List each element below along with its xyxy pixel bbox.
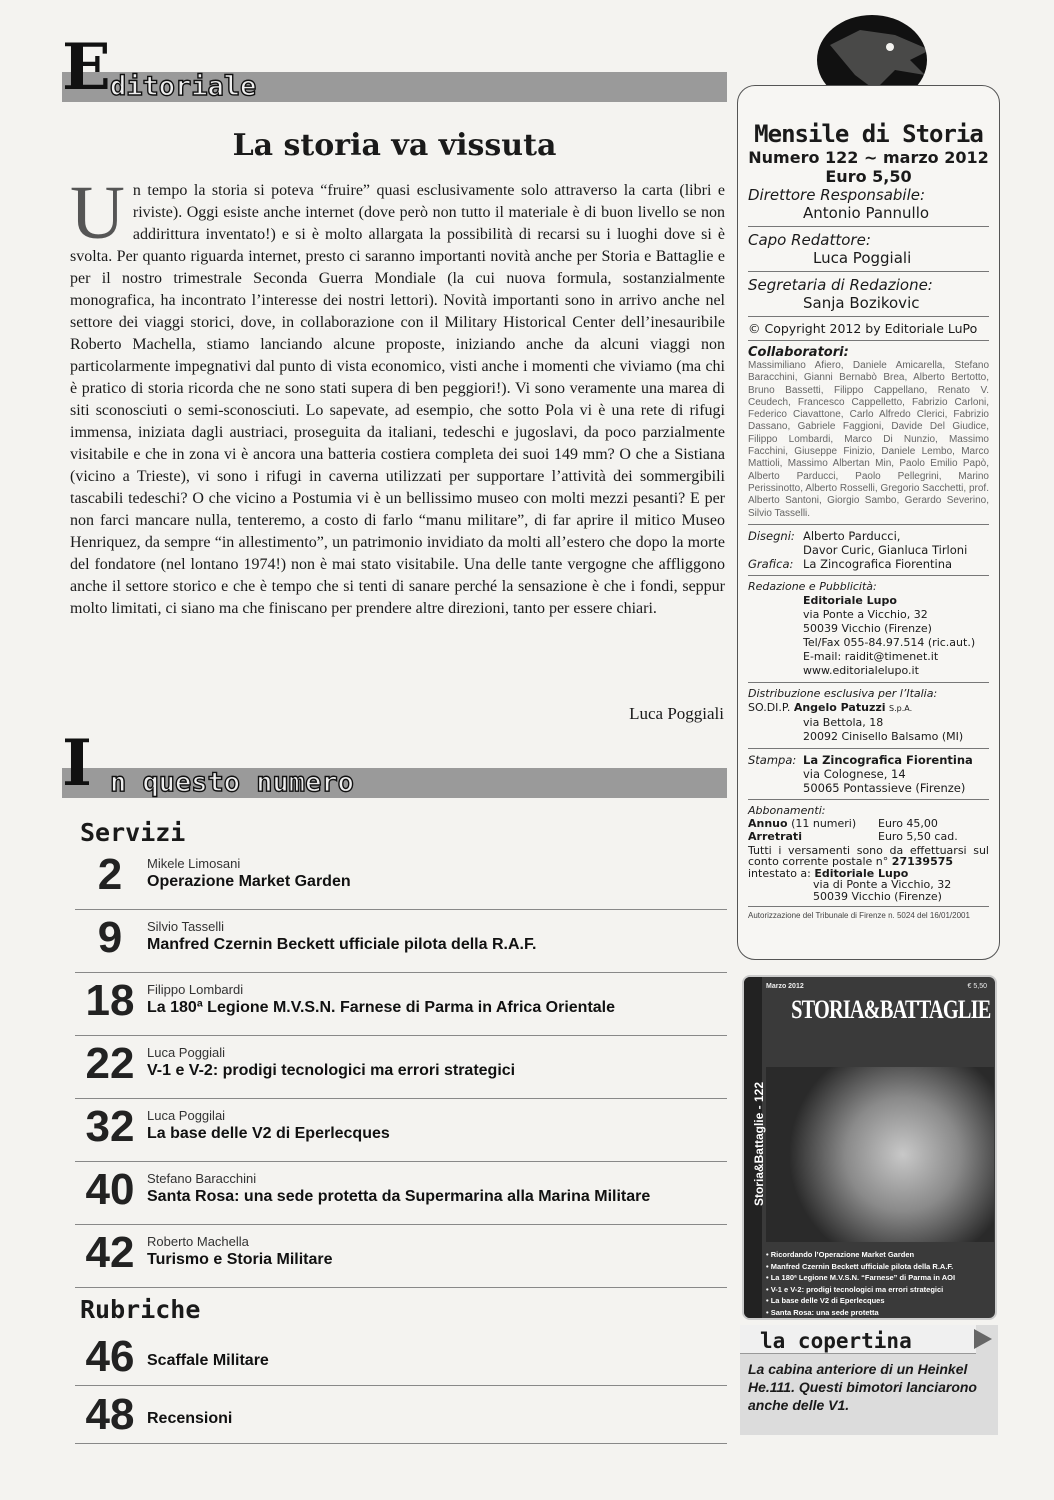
value: 27139575 [891, 855, 954, 869]
price: Euro 5,50 [825, 167, 912, 186]
value: (11 numeri) [791, 816, 857, 830]
article-author: Roberto Machella [147, 1234, 249, 1249]
cover-bullet: • La 180ª Legione M.V.S.N. “Farnese” di Parma in AOI [766, 1273, 956, 1282]
article-title: V-1 e V-2: prodigi tecnologici ma errori strategici [147, 1062, 516, 1079]
value: 20092 Cinisello Balsamo (MI) [803, 729, 964, 743]
masthead-name: Mensile di Storia [754, 120, 983, 148]
value: via Colognese, 14 [803, 766, 906, 781]
toc-entry [75, 1330, 727, 1386]
value: Euro 45,00 [878, 816, 938, 830]
label: Disegni: [748, 528, 795, 543]
article-author: Luca Poggilai [147, 1108, 226, 1123]
value: S.p.A. [889, 703, 913, 713]
caption-text: La cabina anteriore di un Heinkel He.111. Questi bimotori lanciarono anche delle V1. [748, 1361, 977, 1413]
article-title: Manfred Czernin Beckett ufficiale pilota della R.A.F. [147, 936, 537, 953]
value: La Zincografica Fiorentina [803, 556, 953, 571]
toc-entry [75, 1163, 727, 1225]
page-number: 32 [85, 1102, 135, 1151]
article-author: Luca Poggiali [147, 1045, 226, 1060]
caption-label: la copertina [740, 1325, 976, 1354]
collaborators-list: Massimiliano Afiero, Daniele Amicarella, Stefano Baracchini, Gianni Bernabò Brea, Alberto Bertotto, Bruno Bassetti, Filippo Cappellano, Renato V. Ceudech, Francesco Cappelletto, Fabrizio Carloni, Federico Ciavattone, Carlo Alfredo Clerici, Fabrizio Dassano, Gabriele Faggioni, Davide Del Giudice, Filippo Lombardi, Marco Di Nunzio, Massimo Facchini, Giuseppe Finizio, Daniele Lembo, Marco Mattioli, Massimo Albertan Min, Paolo Emilio Papò, Alberto Parducci, Paolo Pellegrini, Marino Perissinotto, Alberto Rosselli, Gregorio Sacchetti, prof. Alberto Santoni, Giorgio Sambo, Gerardo Severino, Silvio Tasselli. [748, 360, 989, 519]
cover-bullet: • La base delle V2 di Eperlecques [766, 1296, 885, 1305]
label: Stampa: [748, 752, 797, 767]
label: Segretaria di Redazione: [748, 276, 933, 294]
page-number: 48 [85, 1390, 135, 1439]
article-title: Santa Rosa: una sede protetta da Supermarina alla Marina Militare [147, 1188, 651, 1205]
value: La Zincografica Fiorentina [803, 752, 973, 767]
editorial-title: La storia va vissuta [232, 128, 557, 163]
value: SO.DI.P. [748, 700, 791, 714]
value: via Ponte a Vicchio, 32 [803, 607, 928, 621]
value: via Bettola, 18 [803, 715, 884, 729]
email-link[interactable]: E-mail: raidit@timenet.it [803, 649, 939, 663]
masthead-box [737, 85, 1000, 960]
article-title: La 180ª Legione M.V.S.N. Farnese di Parma in Africa Orientale [147, 999, 616, 1016]
toc-entry [75, 1037, 727, 1099]
article-author: Stefano Baracchini [147, 1171, 257, 1186]
toc-entry [75, 1388, 727, 1444]
cover-title: STORIA&BATTAGLIE [791, 995, 991, 1024]
article-title: La base delle V2 di Eperlecques [147, 1125, 390, 1142]
cover-bullet: • Santa Rosa: una sede protetta [766, 1307, 879, 1317]
value: Editoriale Lupo [814, 866, 909, 880]
page-number: 42 [85, 1228, 135, 1277]
label: Redazione e Pubblicità: [748, 579, 877, 593]
editorial-body [70, 171, 725, 620]
value: Sanja Bozikovic [803, 294, 920, 312]
copyright: © Copyright 2012 by Editoriale LuPo [748, 321, 978, 336]
cover-bullet: • V-1 e V-2: prodigi tecnologici ma errori strategici [766, 1284, 944, 1294]
value: 50039 Vicchio (Firenze) [813, 889, 942, 903]
page-number: 46 [85, 1332, 135, 1381]
toc-entry [75, 848, 727, 910]
cover-bullet: • Ricordando l’Operazione Market Garden [766, 1250, 915, 1259]
banner-text: ditoriale [110, 71, 257, 102]
issue-number: Numero 122 ~ marzo 2012 [748, 148, 989, 167]
page-number: 2 [97, 850, 123, 899]
banner-initial: I [62, 726, 92, 801]
value: Tutti i versamenti sono da effettuarsi sul conto corrente postale n° [748, 843, 989, 869]
value: Antonio Pannullo [803, 204, 930, 222]
page-number: 40 [85, 1165, 135, 1214]
cover-image [742, 975, 997, 1320]
cover-price: € 5,50 [967, 983, 987, 990]
label: Collaboratori: [748, 345, 849, 360]
page-number: 22 [85, 1039, 135, 1088]
signature: Luca Poggiali [629, 704, 724, 723]
value: Editoriale Lupo [803, 593, 897, 607]
contents-banner [62, 726, 727, 801]
value: Alberto Parducci, [803, 528, 901, 543]
article-author: Filippo Lombardi [147, 982, 244, 997]
toc-entry [75, 911, 727, 973]
arrow-icon [974, 1329, 992, 1349]
website-link[interactable]: www.editorialelupo.it [803, 663, 919, 677]
editorial-text: n tempo la storia si poteva “fruire” quasi esclusivamente solo attraverso la carta (libri e riviste). Oggi esiste anche internet (dove però non tutto il materiale è di buon livello se non addirittura inventato!) e si è molto allargata la possibilità di recarsi su i luoghi dove si è svolta. Per quanto riguarda internet, presto ci saranno importanti novità anche per Storia e Battaglie e per il nostro trimestrale Seconda Guerra Mondiale (la cui nuova formula, sostanzialmente monografica, ha incontrato l’interesse dei nostri lettori). Novità importanti sono in arrivo anche nel settore dei viaggi storici, dove, in collaborazione con il Military Historical Center dell’inesauribile Roberto Machella, stiamo lanciando alcune proposte, iniziando anche da alcuni viaggi non particolarmente impegnativi dal punto di vista economico, visti anche i momenti che viviamo (ma chi è pratico di storia ricorda che ne sono stati supera di ben peggiori!). Vi sono veramente una marea di siti sconosciuti o semi-sconosciuti. Lo sapevate, ad esempio, che sotto Pola vi è una rete di rifugi immensa, iniziata dagli austriaci, proseguita da italiani, tedeschi e jugoslavi, da poco parzialmente visitabile e che in zona vi è ancora una batteria costiera completa dei suoi 149 mm? O che a Sistiana (vicino a Trieste), vi sono i rifugi in caverna utilizzati per supportare l’attività dei sommergibili tascabili tedeschi? O che vicino a Postumia vi è un bellissimo museo con molti mezzi pesanti? E per non farci mancare nulla, tenteremo, a costo di farlo “manu militare”, di far aprire il mitico Museo Henriquez, da sempre “in allestimento”, un patrimonio invidiato da molti all’estero che dopo la morte del fondatore (nel lontano 1974!) non è mai stato visitabile. Una delle tante vergogne che affliggono anche il settore storico e che è tempo che si tenti di sanare perché la sensazione è che i fondi, seppur molto limitati, ci siano ma che finiscano per prendere altre direzioni, tanto per essere chiari. [70, 182, 725, 617]
cover-date: Marzo 2012 [766, 983, 804, 990]
value: Davor Curic, Gianluca Tirloni [803, 542, 968, 557]
toc-entry [75, 1226, 727, 1288]
value: 50065 Pontassieve (Firenze) [803, 780, 966, 795]
authorization: Autorizzazione del Tribunale di Firenze n. 5024 del 16/01/2001 [748, 911, 970, 921]
label: Direttore Responsabile: [748, 186, 926, 204]
value: 50039 Vicchio (Firenze) [803, 621, 932, 635]
article-author: Mikele Limosani [147, 856, 241, 871]
value: Angelo Patuzzi [793, 700, 886, 714]
cockpit-photo [766, 1067, 994, 1242]
cover-bullet: • Manfred Czernin Beckett ufficiale pilota della R.A.F. [766, 1261, 954, 1271]
label: Abbonamenti: [748, 803, 826, 817]
cover-caption [740, 1325, 998, 1435]
label: Capo Redattore: [748, 231, 871, 249]
label: Grafica: [748, 556, 794, 571]
rubriche-heading: Rubriche [80, 1295, 201, 1324]
article-title: Scaffale Militare [147, 1352, 269, 1369]
article-author: Silvio Tasselli [147, 919, 225, 934]
page-number: 9 [97, 913, 123, 962]
cover-spine: Storia&Battaglie - 122 [752, 1081, 766, 1207]
editoriale-banner [62, 30, 727, 105]
value: Annuo [748, 816, 788, 830]
value: Luca Poggiali [813, 249, 912, 267]
article-title: Operazione Market Garden [147, 873, 351, 890]
toc-entry [75, 974, 727, 1036]
value: Arretrati [748, 829, 802, 843]
value: via di Ponte a Vicchio, 32 [813, 878, 952, 892]
article-title: Turismo e Storia Militare [147, 1251, 333, 1268]
banner-initial: E [62, 30, 111, 105]
banner-text: n questo numero [110, 767, 354, 798]
value: Tel/Fax 055-84.97.514 (ric.aut.) [803, 635, 976, 649]
value: intestato a: [748, 866, 811, 880]
value: Euro 5,50 cad. [878, 829, 958, 843]
article-title: Recensioni [147, 1410, 233, 1427]
page-number: 18 [85, 976, 135, 1025]
toc-entry [75, 1100, 727, 1162]
label: Distribuzione esclusiva per l’Italia: [748, 686, 938, 700]
servizi-heading: Servizi [80, 818, 186, 847]
drop-cap: U [70, 171, 125, 255]
